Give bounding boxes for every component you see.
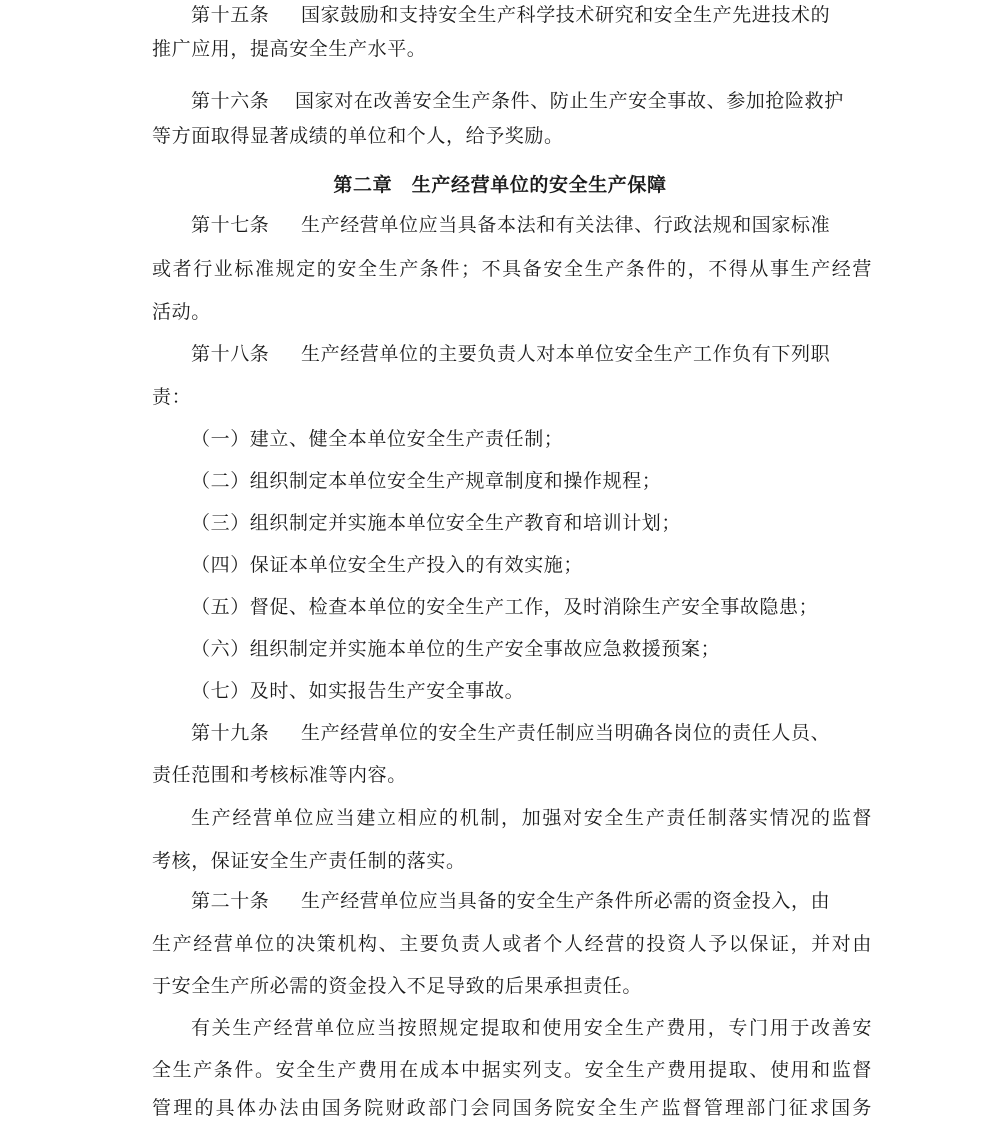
list-item: （二）组织制定本单位安全生产规章制度和操作规程； xyxy=(191,470,662,492)
article-19-line-1 xyxy=(191,718,872,748)
article-17-text: 生产经营单位应当具备本法和有关法律、行政法规和国家标准 xyxy=(301,214,831,236)
list-item: （五）督促、检查本单位的安全生产工作，及时消除生产安全事故隐患； xyxy=(191,596,819,618)
article-18-number: 第十八条 xyxy=(191,343,270,365)
list-item: （三）组织制定并实施本单位安全生产教育和培训计划； xyxy=(191,512,682,534)
article-19-line-2: 责任范围和考核标准等内容。 xyxy=(152,764,407,786)
article-16-line-1 xyxy=(191,86,872,116)
article-19-para-2-line-1: 生产经营单位应当建立相应的机制，加强对安全生产责任制落实情况的监督 xyxy=(191,807,872,829)
article-18-line-1 xyxy=(191,339,872,369)
article-17-line-1 xyxy=(191,210,872,240)
article-17-line-3: 活动。 xyxy=(152,301,211,323)
article-16-text: 国家对在改善安全生产条件、防止生产安全事故、参加抢险救护 xyxy=(295,90,844,112)
article-20-para-2-line-3: 管理的具体办法由国务院财政部门会同国务院安全生产监督管理部门征求国务 xyxy=(152,1097,872,1119)
article-17-number: 第十七条 xyxy=(191,214,270,236)
article-20-line-3: 于安全生产所必需的资金投入不足导致的后果承担责任。 xyxy=(152,975,643,997)
list-item: （一）建立、健全本单位安全生产责任制； xyxy=(191,428,564,450)
article-19-para-2-line-2: 考核，保证安全生产责任制的落实。 xyxy=(152,850,466,872)
article-19-text: 生产经营单位的安全生产责任制应当明确各岗位的责任人员、 xyxy=(301,722,831,744)
article-18-text: 生产经营单位的主要负责人对本单位安全生产工作负有下列职 xyxy=(301,343,831,365)
article-15-line-2: 推广应用，提高安全生产水平。 xyxy=(152,38,427,60)
list-item: （四）保证本单位安全生产投入的有效实施； xyxy=(191,554,584,576)
article-16-number: 第十六条 xyxy=(191,90,270,112)
chapter-heading: 第二章 生产经营单位的安全生产保障 xyxy=(333,174,667,196)
article-20-para-2-line-1: 有关生产经营单位应当按照规定提取和使用安全生产费用，专门用于改善安 xyxy=(191,1017,872,1039)
article-20-text: 生产经营单位应当具备的安全生产条件所必需的资金投入，由 xyxy=(301,890,831,912)
article-18-line-2: 责： xyxy=(152,386,192,408)
list-item: （六）组织制定并实施本单位的生产安全事故应急救援预案； xyxy=(191,638,721,660)
article-16-line-2: 等方面取得显著成绩的单位和个人，给予奖励。 xyxy=(152,125,564,147)
article-15-text: 国家鼓励和支持安全生产科学技术研究和安全生产先进技术的 xyxy=(301,4,831,26)
article-20-number: 第二十条 xyxy=(191,890,270,912)
article-20-para-2-line-2: 全生产条件。安全生产费用在成本中据实列支。安全生产费用提取、使用和监督 xyxy=(152,1059,872,1081)
article-15-number: 第十五条 xyxy=(191,4,270,26)
article-20-line-2: 生产经营单位的决策机构、主要负责人或者个人经营的投资人予以保证，并对由 xyxy=(152,933,872,955)
article-19-number: 第十九条 xyxy=(191,722,270,744)
article-20-line-1 xyxy=(191,886,872,916)
list-item: （七）及时、如实报告生产安全事故。 xyxy=(191,680,525,702)
article-15-line-1 xyxy=(191,0,872,30)
article-17-line-2: 或者行业标准规定的安全生产条件；不具备安全生产条件的，不得从事生产经营 xyxy=(152,258,872,280)
